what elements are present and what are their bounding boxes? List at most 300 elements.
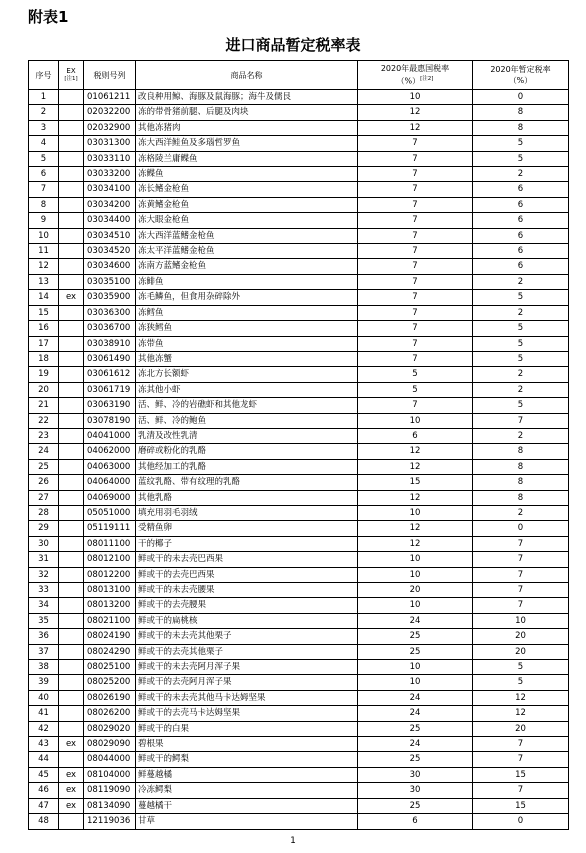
cell-mfn-rate: 25 xyxy=(358,721,473,736)
cell-ex xyxy=(59,151,84,166)
cell-ex xyxy=(59,167,84,182)
table-row xyxy=(29,182,569,197)
cell-ex xyxy=(59,721,84,736)
cell-seq: 14 xyxy=(29,290,59,305)
cell-code: 08013100 xyxy=(84,583,136,598)
cell-ex xyxy=(59,490,84,505)
cell-code: 03036700 xyxy=(84,321,136,336)
cell-interim-rate: 7 xyxy=(473,598,569,613)
cell-interim-rate: 6 xyxy=(473,259,569,274)
cell-seq: 22 xyxy=(29,413,59,428)
cell-interim-rate: 5 xyxy=(473,398,569,413)
cell-code: 03034100 xyxy=(84,182,136,197)
cell-code: 08029090 xyxy=(84,737,136,752)
cell-name: 其他乳酪 xyxy=(136,490,358,505)
cell-mfn-rate: 20 xyxy=(358,583,473,598)
cell-mfn-rate: 25 xyxy=(358,644,473,659)
cell-name: 冻北方长额虾 xyxy=(136,367,358,382)
cell-mfn-rate: 30 xyxy=(358,783,473,798)
cell-interim-rate: 15 xyxy=(473,798,569,813)
table-row xyxy=(29,151,569,166)
cell-mfn-rate: 7 xyxy=(358,290,473,305)
cell-seq: 18 xyxy=(29,351,59,366)
table-row xyxy=(29,336,569,351)
header-mfn-note: [注2] xyxy=(420,76,434,83)
cell-interim-rate: 2 xyxy=(473,505,569,520)
cell-name: 活、鲜、冷的岩礁虾和其他龙虾 xyxy=(136,398,358,413)
table-row xyxy=(29,167,569,182)
cell-interim-rate: 6 xyxy=(473,182,569,197)
cell-mfn-rate: 10 xyxy=(358,675,473,690)
cell-code: 03034510 xyxy=(84,228,136,243)
cell-name: 鲜蔓越橘 xyxy=(136,767,358,782)
cell-code: 03061719 xyxy=(84,382,136,397)
cell-name: 鲜或干的去壳马卡达姆坚果 xyxy=(136,706,358,721)
table-header-row xyxy=(29,61,569,90)
cell-seq: 7 xyxy=(29,182,59,197)
cell-mfn-rate: 7 xyxy=(358,305,473,320)
cell-ex xyxy=(59,120,84,135)
cell-code: 04041000 xyxy=(84,428,136,443)
cell-seq: 43 xyxy=(29,737,59,752)
cell-interim-rate: 7 xyxy=(473,583,569,598)
cell-code: 04069000 xyxy=(84,490,136,505)
cell-interim-rate: 12 xyxy=(473,706,569,721)
cell-mfn-rate: 7 xyxy=(358,151,473,166)
cell-name: 改良种用鲸、海豚及鼠海豚；海牛及儒艮 xyxy=(136,90,358,105)
cell-mfn-rate: 7 xyxy=(358,398,473,413)
cell-name: 鲜或干的去壳阿月浑子果 xyxy=(136,675,358,690)
cell-interim-rate: 12 xyxy=(473,690,569,705)
header-ex-note: [注1] xyxy=(64,76,78,82)
cell-interim-rate: 20 xyxy=(473,644,569,659)
cell-interim-rate: 20 xyxy=(473,721,569,736)
table-row xyxy=(29,475,569,490)
cell-code: 04064000 xyxy=(84,475,136,490)
cell-interim-rate: 5 xyxy=(473,660,569,675)
table-row xyxy=(29,798,569,813)
cell-seq: 27 xyxy=(29,490,59,505)
cell-name: 磨碎或粉化的乳酪 xyxy=(136,444,358,459)
cell-ex xyxy=(59,428,84,443)
table-row xyxy=(29,613,569,628)
cell-mfn-rate: 15 xyxy=(358,475,473,490)
cell-interim-rate: 7 xyxy=(473,737,569,752)
cell-code: 03033200 xyxy=(84,167,136,182)
table-row xyxy=(29,105,569,120)
cell-seq: 29 xyxy=(29,521,59,536)
cell-name: 鲜或干的扁桃核 xyxy=(136,613,358,628)
table-row xyxy=(29,259,569,274)
cell-name: 冻长鳍金枪鱼 xyxy=(136,182,358,197)
table-row xyxy=(29,274,569,289)
cell-seq: 25 xyxy=(29,459,59,474)
cell-seq: 45 xyxy=(29,767,59,782)
header-interim-rate: 2020年暂定税率 （%） xyxy=(473,61,569,90)
annex-label: 附表1 xyxy=(28,8,69,26)
cell-mfn-rate: 12 xyxy=(358,490,473,505)
cell-seq: 24 xyxy=(29,444,59,459)
cell-interim-rate: 6 xyxy=(473,213,569,228)
cell-ex xyxy=(59,459,84,474)
cell-name: 冻大西洋鲑鱼及多瑙哲罗鱼 xyxy=(136,136,358,151)
cell-ex xyxy=(59,660,84,675)
cell-mfn-rate: 7 xyxy=(358,228,473,243)
cell-name: 受精鱼卵 xyxy=(136,521,358,536)
cell-name: 冻毛鳞鱼，但食用杂碎除外 xyxy=(136,290,358,305)
table-row xyxy=(29,197,569,212)
cell-ex xyxy=(59,706,84,721)
cell-code: 03034520 xyxy=(84,244,136,259)
cell-ex: ex xyxy=(59,798,84,813)
table-row xyxy=(29,213,569,228)
cell-ex xyxy=(59,444,84,459)
cell-seq: 41 xyxy=(29,706,59,721)
cell-mfn-rate: 24 xyxy=(358,613,473,628)
cell-ex xyxy=(59,413,84,428)
cell-seq: 13 xyxy=(29,274,59,289)
page-title: 进口商品暂定税率表 xyxy=(225,36,361,54)
cell-seq: 37 xyxy=(29,644,59,659)
cell-interim-rate: 10 xyxy=(473,613,569,628)
table-row xyxy=(29,752,569,767)
cell-ex xyxy=(59,675,84,690)
cell-interim-rate: 8 xyxy=(473,459,569,474)
cell-mfn-rate: 10 xyxy=(358,505,473,520)
cell-interim-rate: 8 xyxy=(473,475,569,490)
cell-name: 鲜或干的去壳腰果 xyxy=(136,598,358,613)
cell-seq: 15 xyxy=(29,305,59,320)
cell-name: 鲜或干的白果 xyxy=(136,721,358,736)
cell-seq: 46 xyxy=(29,783,59,798)
cell-seq: 12 xyxy=(29,259,59,274)
cell-seq: 16 xyxy=(29,321,59,336)
cell-seq: 17 xyxy=(29,336,59,351)
cell-code: 08024190 xyxy=(84,629,136,644)
cell-name: 鲜或干的未去壳阿月浑子果 xyxy=(136,660,358,675)
cell-name: 冻南方蓝鳍金枪鱼 xyxy=(136,259,358,274)
cell-name: 冻大眼金枪鱼 xyxy=(136,213,358,228)
cell-code: 03036300 xyxy=(84,305,136,320)
cell-interim-rate: 6 xyxy=(473,228,569,243)
cell-seq: 11 xyxy=(29,244,59,259)
cell-name: 蓝纹乳酪、带有纹理的乳酪 xyxy=(136,475,358,490)
cell-code: 08119090 xyxy=(84,783,136,798)
cell-name: 冻的带骨猪前腿、后腿及肉块 xyxy=(136,105,358,120)
cell-interim-rate: 2 xyxy=(473,382,569,397)
cell-mfn-rate: 5 xyxy=(358,367,473,382)
cell-interim-rate: 8 xyxy=(473,105,569,120)
cell-seq: 38 xyxy=(29,660,59,675)
cell-code: 08021100 xyxy=(84,613,136,628)
cell-name: 冻鲱鱼 xyxy=(136,274,358,289)
cell-mfn-rate: 10 xyxy=(358,660,473,675)
cell-code: 08024290 xyxy=(84,644,136,659)
cell-ex xyxy=(59,182,84,197)
cell-interim-rate: 7 xyxy=(473,552,569,567)
cell-mfn-rate: 7 xyxy=(358,136,473,151)
table-row xyxy=(29,351,569,366)
cell-ex xyxy=(59,321,84,336)
cell-name: 鲜或干的未去壳腰果 xyxy=(136,583,358,598)
tariff-table xyxy=(28,60,569,830)
cell-code: 03031300 xyxy=(84,136,136,151)
cell-name: 鲜或干的鳄梨 xyxy=(136,752,358,767)
cell-mfn-rate: 12 xyxy=(358,444,473,459)
cell-ex xyxy=(59,136,84,151)
cell-seq: 4 xyxy=(29,136,59,151)
table-row xyxy=(29,459,569,474)
cell-code: 05051000 xyxy=(84,505,136,520)
cell-mfn-rate: 5 xyxy=(358,382,473,397)
cell-code: 03063190 xyxy=(84,398,136,413)
cell-name: 冻太平洋蓝鳍金枪鱼 xyxy=(136,244,358,259)
cell-interim-rate: 5 xyxy=(473,351,569,366)
cell-ex xyxy=(59,197,84,212)
table-row xyxy=(29,737,569,752)
cell-mfn-rate: 24 xyxy=(358,690,473,705)
cell-seq: 26 xyxy=(29,475,59,490)
cell-interim-rate: 7 xyxy=(473,783,569,798)
table-row xyxy=(29,675,569,690)
table-row xyxy=(29,721,569,736)
cell-name: 鲜或干的去壳其他栗子 xyxy=(136,644,358,659)
cell-seq: 5 xyxy=(29,151,59,166)
cell-ex xyxy=(59,228,84,243)
cell-interim-rate: 7 xyxy=(473,567,569,582)
cell-name: 活、鲜、冷的鲍鱼 xyxy=(136,413,358,428)
cell-interim-rate: 8 xyxy=(473,444,569,459)
table-row xyxy=(29,228,569,243)
cell-ex xyxy=(59,274,84,289)
cell-seq: 6 xyxy=(29,167,59,182)
table-row xyxy=(29,136,569,151)
cell-name: 冻格陵兰庸鲽鱼 xyxy=(136,151,358,166)
cell-ex xyxy=(59,398,84,413)
header-ex: EX [注1] xyxy=(59,61,84,90)
cell-ex xyxy=(59,613,84,628)
cell-interim-rate: 6 xyxy=(473,197,569,212)
cell-code: 03033110 xyxy=(84,151,136,166)
cell-mfn-rate: 12 xyxy=(358,459,473,474)
cell-mfn-rate: 6 xyxy=(358,428,473,443)
cell-interim-rate: 2 xyxy=(473,428,569,443)
cell-seq: 21 xyxy=(29,398,59,413)
table-row xyxy=(29,505,569,520)
cell-interim-rate: 5 xyxy=(473,675,569,690)
cell-ex: ex xyxy=(59,783,84,798)
cell-code: 04062000 xyxy=(84,444,136,459)
table-row xyxy=(29,90,569,105)
cell-mfn-rate: 7 xyxy=(358,213,473,228)
cell-ex xyxy=(59,90,84,105)
cell-ex xyxy=(59,213,84,228)
cell-mfn-rate: 7 xyxy=(358,321,473,336)
cell-ex xyxy=(59,814,84,829)
cell-code: 08044000 xyxy=(84,752,136,767)
cell-code: 08025100 xyxy=(84,660,136,675)
cell-ex xyxy=(59,305,84,320)
cell-name: 鲜或干的去壳巴西果 xyxy=(136,567,358,582)
cell-interim-rate: 5 xyxy=(473,336,569,351)
cell-seq: 20 xyxy=(29,382,59,397)
cell-seq: 32 xyxy=(29,567,59,582)
cell-mfn-rate: 7 xyxy=(358,167,473,182)
cell-ex xyxy=(59,552,84,567)
cell-ex xyxy=(59,475,84,490)
table-row xyxy=(29,690,569,705)
cell-interim-rate: 7 xyxy=(473,413,569,428)
cell-seq: 48 xyxy=(29,814,59,829)
table-row xyxy=(29,413,569,428)
cell-seq: 40 xyxy=(29,690,59,705)
cell-code: 08011100 xyxy=(84,536,136,551)
cell-code: 03034600 xyxy=(84,259,136,274)
cell-ex xyxy=(59,536,84,551)
cell-seq: 39 xyxy=(29,675,59,690)
cell-code: 02032900 xyxy=(84,120,136,135)
cell-mfn-rate: 7 xyxy=(358,182,473,197)
cell-ex: ex xyxy=(59,767,84,782)
table-row xyxy=(29,706,569,721)
table-row xyxy=(29,490,569,505)
cell-seq: 23 xyxy=(29,428,59,443)
cell-seq: 3 xyxy=(29,120,59,135)
cell-ex xyxy=(59,629,84,644)
table-row xyxy=(29,583,569,598)
cell-mfn-rate: 10 xyxy=(358,567,473,582)
cell-ex xyxy=(59,351,84,366)
cell-code: 03034200 xyxy=(84,197,136,212)
page-number: 1 xyxy=(290,836,296,846)
header-name: 商品名称 xyxy=(136,61,358,90)
cell-name: 冻鳕鱼 xyxy=(136,305,358,320)
cell-code: 03035100 xyxy=(84,274,136,289)
cell-code: 05119111 xyxy=(84,521,136,536)
table-row xyxy=(29,120,569,135)
cell-interim-rate: 2 xyxy=(473,367,569,382)
cell-ex xyxy=(59,598,84,613)
table-row xyxy=(29,567,569,582)
cell-interim-rate: 7 xyxy=(473,536,569,551)
cell-code: 08013200 xyxy=(84,598,136,613)
cell-seq: 44 xyxy=(29,752,59,767)
cell-ex xyxy=(59,752,84,767)
cell-interim-rate: 8 xyxy=(473,120,569,135)
cell-name: 鲜或干的未去壳其他马卡达姆坚果 xyxy=(136,690,358,705)
cell-name: 碧根果 xyxy=(136,737,358,752)
cell-name: 冷冻鳄梨 xyxy=(136,783,358,798)
cell-seq: 42 xyxy=(29,721,59,736)
cell-ex xyxy=(59,367,84,382)
cell-mfn-rate: 10 xyxy=(358,598,473,613)
table-row xyxy=(29,382,569,397)
cell-seq: 8 xyxy=(29,197,59,212)
cell-ex: ex xyxy=(59,737,84,752)
header-code: 税则号列 xyxy=(84,61,136,90)
cell-code: 03035900 xyxy=(84,290,136,305)
cell-name: 鲜或干的未去壳巴西果 xyxy=(136,552,358,567)
cell-ex xyxy=(59,583,84,598)
cell-mfn-rate: 25 xyxy=(358,798,473,813)
cell-code: 08104000 xyxy=(84,767,136,782)
cell-ex xyxy=(59,644,84,659)
table-row xyxy=(29,536,569,551)
cell-code: 02032200 xyxy=(84,105,136,120)
table-row xyxy=(29,290,569,305)
cell-code: 03061612 xyxy=(84,367,136,382)
cell-code: 08026190 xyxy=(84,690,136,705)
cell-mfn-rate: 7 xyxy=(358,259,473,274)
cell-interim-rate: 2 xyxy=(473,167,569,182)
cell-name: 冻带鱼 xyxy=(136,336,358,351)
cell-mfn-rate: 12 xyxy=(358,521,473,536)
cell-interim-rate: 2 xyxy=(473,305,569,320)
cell-name: 甘草 xyxy=(136,814,358,829)
cell-mfn-rate: 10 xyxy=(358,413,473,428)
cell-name: 冻鲽鱼 xyxy=(136,167,358,182)
table-row xyxy=(29,629,569,644)
table-row xyxy=(29,428,569,443)
cell-mfn-rate: 12 xyxy=(358,105,473,120)
cell-seq: 30 xyxy=(29,536,59,551)
cell-ex xyxy=(59,690,84,705)
cell-code: 08025200 xyxy=(84,675,136,690)
cell-name: 其他冻猪肉 xyxy=(136,120,358,135)
cell-seq: 31 xyxy=(29,552,59,567)
cell-seq: 35 xyxy=(29,613,59,628)
cell-interim-rate: 5 xyxy=(473,321,569,336)
cell-interim-rate: 0 xyxy=(473,521,569,536)
cell-seq: 19 xyxy=(29,367,59,382)
cell-seq: 1 xyxy=(29,90,59,105)
table-row xyxy=(29,367,569,382)
cell-name: 干的椰子 xyxy=(136,536,358,551)
table-row xyxy=(29,305,569,320)
table-row xyxy=(29,598,569,613)
table-row xyxy=(29,321,569,336)
table-row xyxy=(29,660,569,675)
cell-code: 12119036 xyxy=(84,814,136,829)
header-mfn-rate: 2020年最惠国税率 （%）[注2] xyxy=(358,61,473,90)
cell-seq: 9 xyxy=(29,213,59,228)
cell-seq: 34 xyxy=(29,598,59,613)
cell-name: 冻狭鳕鱼 xyxy=(136,321,358,336)
cell-ex xyxy=(59,382,84,397)
cell-name: 蔓越橘干 xyxy=(136,798,358,813)
table-row xyxy=(29,444,569,459)
cell-ex xyxy=(59,505,84,520)
cell-mfn-rate: 7 xyxy=(358,274,473,289)
cell-interim-rate: 8 xyxy=(473,490,569,505)
cell-code: 03078190 xyxy=(84,413,136,428)
table-row xyxy=(29,644,569,659)
table-row xyxy=(29,552,569,567)
cell-seq: 28 xyxy=(29,505,59,520)
cell-code: 01061211 xyxy=(84,90,136,105)
cell-ex xyxy=(59,336,84,351)
cell-interim-rate: 5 xyxy=(473,136,569,151)
cell-code: 03038910 xyxy=(84,336,136,351)
cell-mfn-rate: 7 xyxy=(358,336,473,351)
cell-code: 03061490 xyxy=(84,351,136,366)
cell-mfn-rate: 6 xyxy=(358,814,473,829)
cell-mfn-rate: 7 xyxy=(358,244,473,259)
cell-code: 03034400 xyxy=(84,213,136,228)
cell-mfn-rate: 25 xyxy=(358,752,473,767)
cell-mfn-rate: 10 xyxy=(358,90,473,105)
cell-seq: 10 xyxy=(29,228,59,243)
